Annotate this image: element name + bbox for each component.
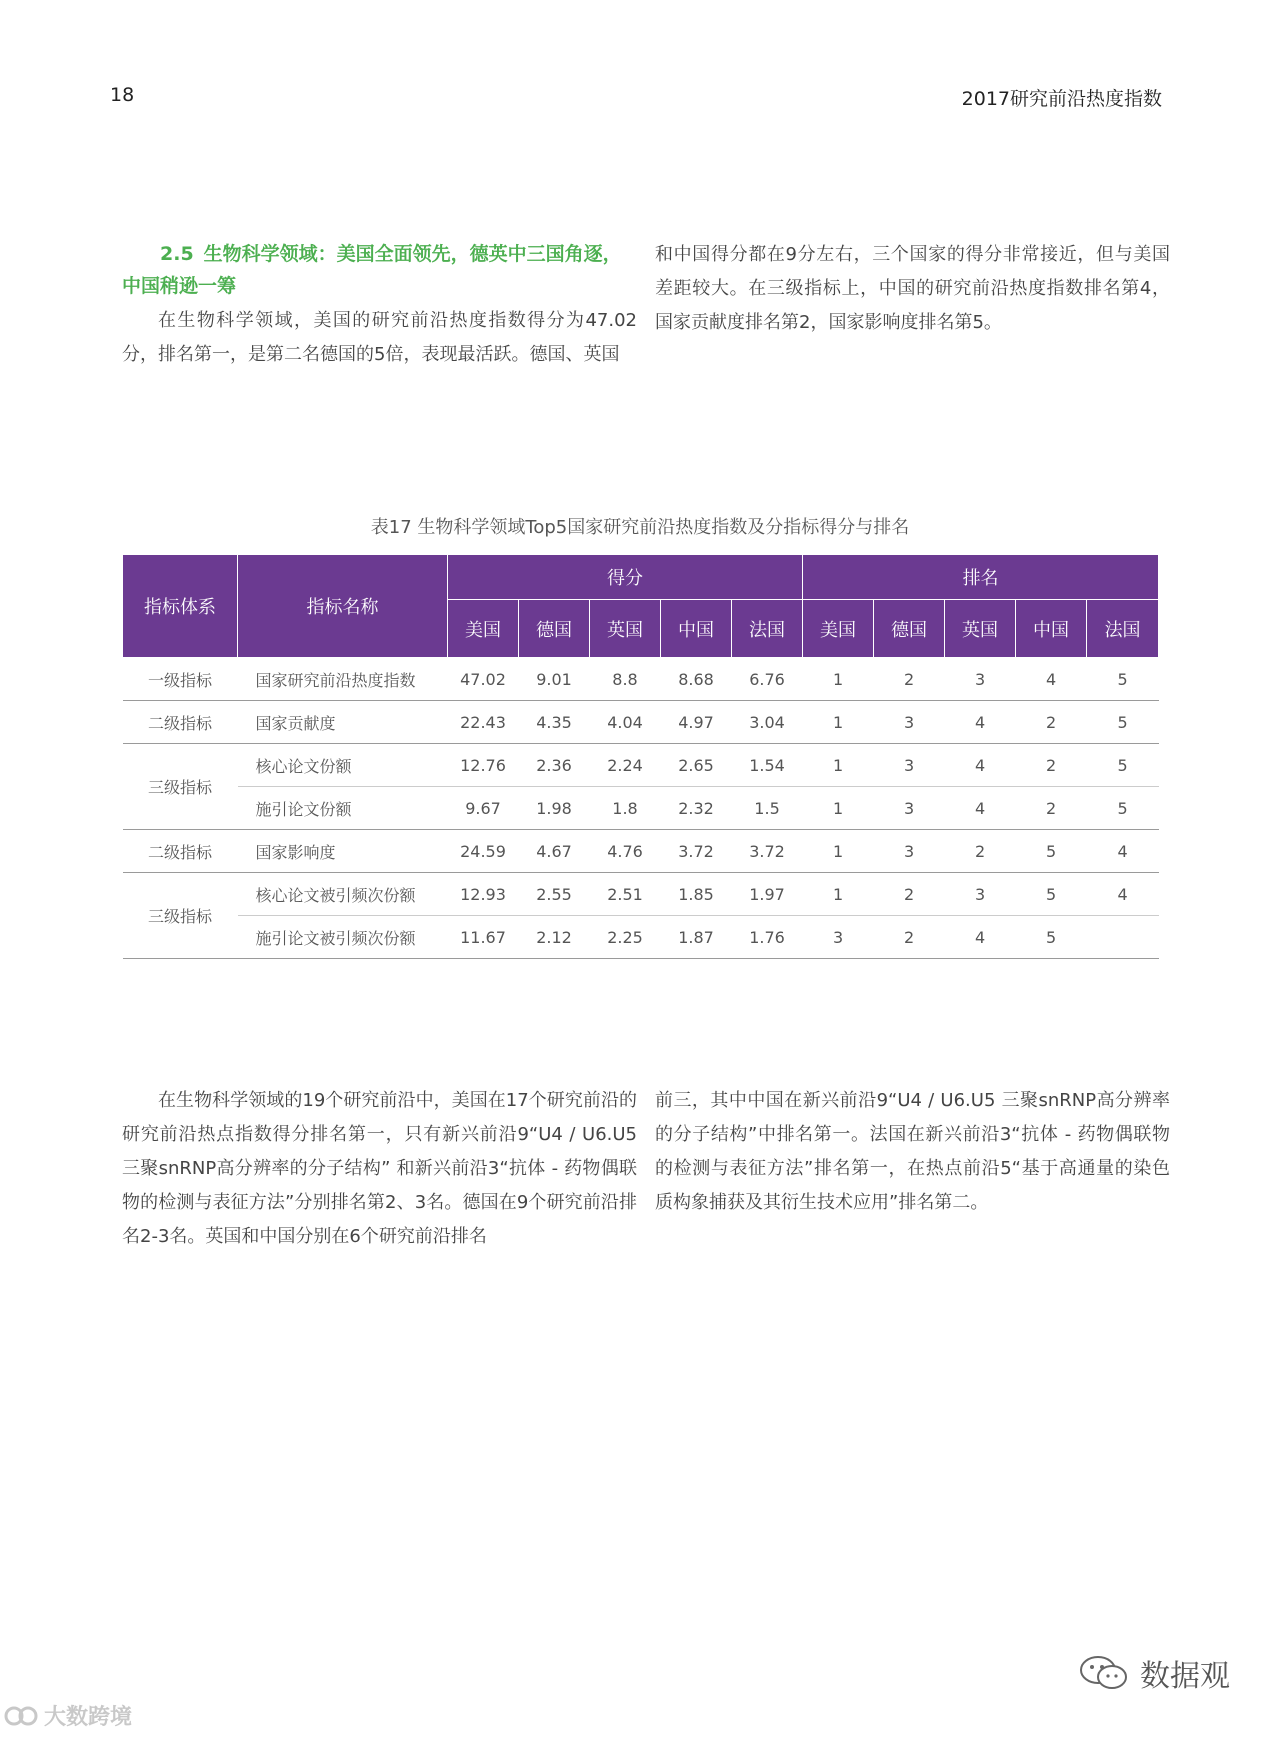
score-cell: 1.87 xyxy=(661,916,732,959)
header-rank-country: 中国 xyxy=(1016,600,1087,658)
indicator-level-cell: 一级指标 xyxy=(123,658,238,701)
score-cell: 3.04 xyxy=(732,701,803,744)
score-cell: 4.67 xyxy=(519,830,590,873)
rank-cell: 4 xyxy=(945,701,1016,744)
score-cell: 3.72 xyxy=(732,830,803,873)
score-cell: 2.25 xyxy=(590,916,661,959)
rank-cell: 1 xyxy=(803,744,874,787)
section-heading-line2: 中国稍逊一筹 xyxy=(122,275,237,297)
score-cell: 3.72 xyxy=(661,830,732,873)
rank-cell: 5 xyxy=(1087,658,1159,701)
rank-cell: 3 xyxy=(874,787,945,830)
score-cell: 2.32 xyxy=(661,787,732,830)
rank-cell: 5 xyxy=(1016,830,1087,873)
section-number: 2.5 xyxy=(160,243,194,265)
table-row xyxy=(123,916,1159,959)
section-right-column xyxy=(655,238,1170,340)
header-score-country: 德国 xyxy=(519,600,590,658)
header-score-country: 英国 xyxy=(590,600,661,658)
score-cell: 4.97 xyxy=(661,701,732,744)
indicator-level-cell: 三级指标 xyxy=(123,873,238,959)
indicator-name-cell: 国家影响度 xyxy=(238,830,448,873)
section-left-column xyxy=(122,238,637,372)
rank-cell: 3 xyxy=(945,658,1016,701)
rank-cell: 2 xyxy=(1016,744,1087,787)
wechat-icon xyxy=(1078,1653,1130,1693)
score-cell: 1.54 xyxy=(732,744,803,787)
rank-cell: 5 xyxy=(1087,744,1159,787)
page-number: 18 xyxy=(110,84,135,106)
watermark-right xyxy=(1078,1651,1230,1695)
rank-cell: 4 xyxy=(945,916,1016,959)
header-rank-country: 美国 xyxy=(803,600,874,658)
indicator-name-cell: 核心论文份额 xyxy=(238,744,448,787)
score-cell: 47.02 xyxy=(448,658,519,701)
section-heading-line1: 生物科学领域：美国全面领先，德英中三国角逐， xyxy=(203,243,622,265)
rank-cell: 5 xyxy=(1016,916,1087,959)
running-title: 2017研究前沿热度指数 xyxy=(961,88,1162,110)
score-cell: 2.51 xyxy=(590,873,661,916)
score-cell: 4.35 xyxy=(519,701,590,744)
header-score-group: 得分 xyxy=(448,555,803,600)
table-row xyxy=(123,744,1159,787)
rank-cell: 4 xyxy=(945,787,1016,830)
score-cell: 2.65 xyxy=(661,744,732,787)
score-cell: 11.67 xyxy=(448,916,519,959)
header-rank-country: 英国 xyxy=(945,600,1016,658)
header-score-country: 法国 xyxy=(732,600,803,658)
table-row xyxy=(123,701,1159,744)
rank-cell: 3 xyxy=(945,873,1016,916)
header-score-country: 中国 xyxy=(661,600,732,658)
table-row xyxy=(123,873,1159,916)
rank-cell: 2 xyxy=(874,916,945,959)
table-caption: 表17 生物科学领域Top5国家研究前沿热度指数及分指标得分与排名 xyxy=(370,517,910,538)
rank-cell: 5 xyxy=(1087,787,1159,830)
section-paragraph-continued: 和中国得分都在9分左右，三个国家的得分非常接近，但与美国差距较大。在三级指标上，中国的研究前沿热度指数排名第4，国家贡献度排名第2，国家影响度排名第5。 xyxy=(655,244,1170,333)
watermark-left xyxy=(4,1700,132,1731)
indicator-name-cell: 核心论文被引频次份额 xyxy=(238,873,448,916)
rank-cell: 3 xyxy=(803,916,874,959)
score-cell: 8.68 xyxy=(661,658,732,701)
score-cell: 1.98 xyxy=(519,787,590,830)
analysis-left-column xyxy=(122,1084,637,1254)
rank-cell: 4 xyxy=(945,744,1016,787)
rank-cell: 1 xyxy=(803,658,874,701)
section-heading xyxy=(122,238,637,302)
rank-cell: 2 xyxy=(874,873,945,916)
rank-cell: 1 xyxy=(803,830,874,873)
indicator-name-cell: 施引论文被引频次份额 xyxy=(238,916,448,959)
indicator-level-cell: 二级指标 xyxy=(123,701,238,744)
rank-cell: 4 xyxy=(1016,658,1087,701)
rank-cell: 3 xyxy=(874,744,945,787)
score-rank-table xyxy=(122,554,1159,959)
rank-cell xyxy=(1087,916,1159,959)
score-cell: 1.8 xyxy=(590,787,661,830)
score-cell: 9.67 xyxy=(448,787,519,830)
rank-cell: 2 xyxy=(874,658,945,701)
brand-logo-icon xyxy=(4,1703,38,1729)
header-rank-group: 排名 xyxy=(803,555,1159,600)
analysis-paragraph-continued: 前三，其中中国在新兴前沿9“U4 / U6.U5 三聚snRNP高分辨率的分子结构”中排名第一。法国在新兴前沿3“抗体 - 药物偶联物的检测与表征方法”排名第一，在热点前沿5“基于高通量的染色质构象捕获及其衍生技术应用”排名第二。 xyxy=(655,1090,1170,1213)
table-row xyxy=(123,658,1159,701)
score-cell: 24.59 xyxy=(448,830,519,873)
header-score-country: 美国 xyxy=(448,600,519,658)
rank-cell: 1 xyxy=(803,787,874,830)
indicator-level-cell: 三级指标 xyxy=(123,744,238,830)
rank-cell: 2 xyxy=(945,830,1016,873)
indicator-name-cell: 国家研究前沿热度指数 xyxy=(238,658,448,701)
indicator-level-cell: 二级指标 xyxy=(123,830,238,873)
score-cell: 9.01 xyxy=(519,658,590,701)
header-system: 指标体系 xyxy=(123,555,238,658)
score-cell: 2.36 xyxy=(519,744,590,787)
score-cell: 8.8 xyxy=(590,658,661,701)
rank-cell: 3 xyxy=(874,830,945,873)
watermark-right-text: 数据观 xyxy=(1140,1659,1230,1694)
rank-cell: 2 xyxy=(1016,701,1087,744)
score-cell: 2.55 xyxy=(519,873,590,916)
watermark-left-text: 大数跨境 xyxy=(44,1705,133,1730)
section-paragraph: 在生物科学领域，美国的研究前沿热度指数得分为47.02分，排名第一，是第二名德国的5倍，表现最活跃。德国、英国 xyxy=(122,310,637,365)
rank-cell: 1 xyxy=(803,701,874,744)
score-cell: 1.85 xyxy=(661,873,732,916)
score-cell: 4.76 xyxy=(590,830,661,873)
rank-cell: 5 xyxy=(1016,873,1087,916)
analysis-paragraph: 在生物科学领域的19个研究前沿中，美国在17个研究前沿的研究前沿热点指数得分排名第一，只有新兴前沿9“U4 / U6.U5 三聚snRNP高分辨率的分子结构” 和新兴前沿3“抗体 - 药物偶联物的检测与表征方法”分别排名第2、3名。德国在9个研究前沿排名2-3名。英国和中国分别在6个研究前沿排名 xyxy=(122,1090,637,1247)
indicator-name-cell: 国家贡献度 xyxy=(238,701,448,744)
rank-cell: 4 xyxy=(1087,830,1159,873)
table-row xyxy=(123,830,1159,873)
header-rank-country: 德国 xyxy=(874,600,945,658)
score-cell: 1.76 xyxy=(732,916,803,959)
score-cell: 12.93 xyxy=(448,873,519,916)
header-rank-country: 法国 xyxy=(1087,600,1159,658)
analysis-right-column xyxy=(655,1084,1170,1220)
score-cell: 6.76 xyxy=(732,658,803,701)
score-cell: 1.5 xyxy=(732,787,803,830)
table-row xyxy=(123,787,1159,830)
score-cell: 2.24 xyxy=(590,744,661,787)
score-cell: 1.97 xyxy=(732,873,803,916)
rank-cell: 5 xyxy=(1087,701,1159,744)
indicator-name-cell: 施引论文份额 xyxy=(238,787,448,830)
rank-cell: 1 xyxy=(803,873,874,916)
score-cell: 4.04 xyxy=(590,701,661,744)
rank-cell: 3 xyxy=(874,701,945,744)
score-cell: 12.76 xyxy=(448,744,519,787)
header-name: 指标名称 xyxy=(238,555,448,658)
score-cell: 22.43 xyxy=(448,701,519,744)
rank-cell: 4 xyxy=(1087,873,1159,916)
score-cell: 2.12 xyxy=(519,916,590,959)
rank-cell: 2 xyxy=(1016,787,1087,830)
